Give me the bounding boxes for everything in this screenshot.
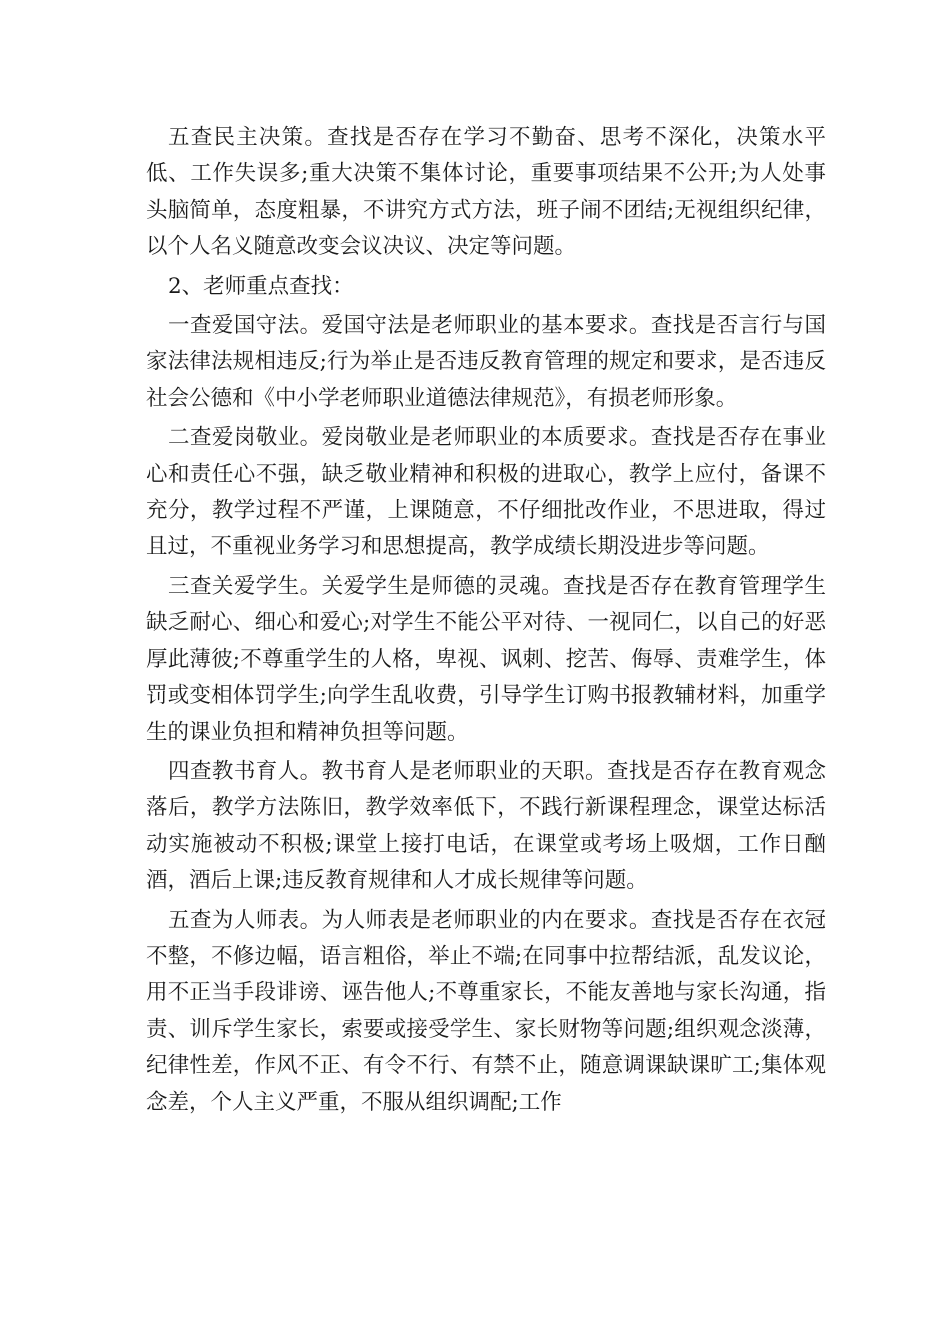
paragraph-democratic-decision: 五查民主决策。查找是否存在学习不勤奋、思考不深化，决策水平低、工作失误多;重大决策不集体讨论，重要事项结果不公开;为人处事头脑简单，态度粗暴，不讲究方式方法，班子闹不团结;无视组织纪律，以个人名义随意改变会议决议、决定等问题。 [146,125,826,260]
paragraph-teaching-educating: 四查教书育人。教书育人是老师职业的天职。查找是否存在教育观念落后，教学方法陈旧，教学效率低下，不践行新课程理念，课堂达标活动实施被动不积极;课堂上接打电话，在课堂或考场上吸烟，工作日酗酒，酒后上课;违反教育规律和人才成长规律等问题。 [146,758,826,894]
paragraph-patriotism-law: 一查爱国守法。爱国守法是老师职业的基本要求。查找是否言行与国家法律法规相违反;行为举止是否违反教育管理的规定和要求，是否违反社会公德和《中小学老师职业道德法律规范》，有损老师形象。 [146,313,826,411]
document-body [146,120,826,1124]
paragraph-job-dedication: 二查爱岗敬业。爱岗敬业是老师职业的本质要求。查找是否存在事业心和责任心不强，缺乏敬业精神和积极的进取心，教学上应付，备课不充分，教学过程不严谨，上课随意，不仔细批改作业，不思进取，得过且过，不重视业务学习和思想提高，教学成绩长期没进步等问题。 [146,425,826,560]
section-heading-teacher-check: 2、老师重点查找： [168,273,354,299]
paragraph-role-model: 五查为人师表。为人师表是老师职业的内在要求。查找是否存在衣冠不整，不修边幅，语言粗俗，举止不端;在同事中拉帮结派，乱发议论，用不正当手段诽谤、诬告他人;不尊重家长，不能友善地与家长沟通，指责、训斥学生家长，索要或接受学生、家长财物等问题;组织观念淡薄，纪律性差，作风不正、有令不行、有禁不止，随意调课缺课旷工;集体观念差，个人主义严重，不服从组织调配;工作 [146,907,826,1115]
paragraph-care-students: 三查关爱学生。关爱学生是师德的灵魂。查找是否存在教育管理学生缺乏耐心、细心和爱心;对学生不能公平对待、一视同仁，以自己的好恶厚此薄彼;不尊重学生的人格，卑视、讽刺、挖苦、侮辱、责难学生，体罚或变相体罚学生;向学生乱收费，引导学生订购书报教辅材料，加重学生的课业负担和精神负担等问题。 [146,573,826,745]
